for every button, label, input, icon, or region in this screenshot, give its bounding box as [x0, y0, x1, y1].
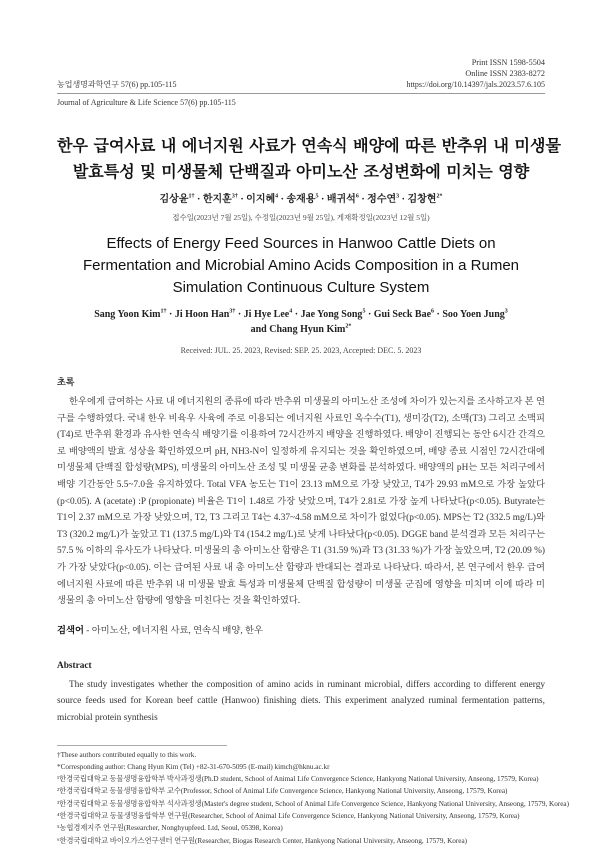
author-name: Sang Yoon Kim: [94, 309, 161, 320]
author-sup: 3: [396, 193, 400, 200]
footnote-rule: [57, 745, 227, 746]
author-separator: ·: [292, 309, 301, 320]
author-name: 송재용: [286, 194, 316, 205]
author-sup: 4: [289, 308, 293, 315]
last-author: [57, 322, 545, 337]
korean-dates: 접수일(2023년 7월 25일), 수정일(2023년 9월 25일), 게재확정일(2023년 12월 5일): [172, 213, 430, 222]
footnote: ⁵농협경제지주 연구원(Researcher, Nonghyupfeed. Ltd, Seoul, 05398, Korea): [57, 824, 283, 833]
issn-block: [57, 57, 545, 79]
korean-abstract-body: 한우에게 급여하는 사료 내 에너지원의 종류에 따라 반추위 미생물의 아미노산 조성에 차이가 있는지를 조사하고자 본 연구를 수행하였다. 국내 한우 비육우 사육에 주로 이용되는 에너지원 사료인 옥수수(T1), 생미강(T2), 소맥(T3) 그리고 소맥피(T4)로 반추위 환경과 유사한 연속식 배양기를 이용하여 72시간까지 배양을 진행하였다. 배양이 진행되는 동안 6시간 간격으로 배양액의 발효 성상을 확인하였으며 pH, NH3-N이 일정하게 유지되는 것을 확인하였으며, 배양 종료 시점인 72시간대에 미생물체 단백질 합성량(MPS), 미생물의 아미노산 조성 및 미생물 균총 변화를 분석하였다. 배양액의 pH는 모든 처리구에서 배양 기간동안 5.5~7.0을 유지하였다. Total VFA 농도는 T1이 23.13 mM으로 가장 낮았고, T4가 29.93 mM으로 가장 높았다(p<0.05). A (acetate) :P (propionate) 비율은 T1이 1.48로 가장 낮았으며, T4가 2.81로 가장 높게 나타났다(p<0.05). Butyrate는 T1이 2.37 mM으로 가장 낮았으며, T2, T3 그리고 T4는 4.37~4.58 mM으로 차이가 없었다(p<0.05). MPS는 T2 (332.5 mg/L)와 T3 (320.2 mg/L)가 높았고 T1 (137.5 mg/L)와 T4 (154.2 mg/L)로 낮게 나타났다(p<0.05). DGGE band 분석결과 모든 처리구는 57.5 % 이하의 유사도가 나타났다. 미생물의 총 아미노산 함량은 T1 (31.59 %)과 T3 (31.33 %)가 가장 높았으며, T2 (20.09 %)가 가장 낮았다(p<0.05). 이는 급여된 사료 내 총 아미노산 함량과 반대되는 결과로 나타났다. 따라서, 본 연구에서 한우 급여 에너지원 사료에 따른 반추위 내 미생물 발효 특성과 미생물체 단백질 합성량이 미생물 군집에 영향을 미치며 이에 따라 미생물의 총 아미노산 함량에 영향을 미친다는 것을 확인하였다.: [57, 397, 545, 607]
author-sup: 2*: [436, 193, 443, 200]
english-title-line: Effects of Energy Feed Sources in Hanwoo Cattle Diets on: [106, 235, 496, 252]
footnote: ³한경국립대학교 동물생명융합학부 석사과정생(Master's degree student, School of Animal Life Convergence Science, Hankyong National University, Anseong, 17579, Korea): [57, 799, 569, 808]
author-sup: 5: [362, 308, 366, 315]
abstract-body: The study investigates whether the composition of amino acids in ruminant microbial, differs according to different energy source feeds used for Korean beef cattle (Hanwoo) finishing diets. This experiment analyzed ruminal fermentation patterns, microbial protein synthesis: [57, 679, 545, 723]
author-separator: ·: [434, 309, 443, 320]
keywords-label: 검색어: [57, 625, 84, 636]
author-sup: 2*: [345, 323, 352, 330]
footnotes: [57, 749, 569, 847]
footnote: ⁴한경국립대학교 동물생명융합학부 연구원(Researcher, School of Animal Life Convergence Science, Hankyong National University, Anseong, 17579, Korea): [57, 811, 520, 820]
author-name: 김상윤: [159, 194, 189, 205]
last-author-name: and Chang Hyun Kim: [250, 324, 346, 335]
author-sup: 3†: [231, 193, 238, 200]
header-rule: [57, 93, 545, 94]
english-title-line: Simulation Continuous Culture System: [172, 279, 430, 296]
footnote: ²한경국립대학교 동물생명융합학부 교수(Professor, School of Animal Life Convergence Science, Hankyong National University, Anseong, 17579, Korea): [57, 787, 508, 796]
author-name: 한지훈: [202, 194, 232, 205]
english-authors: [57, 307, 545, 337]
author-name: 배귀석: [326, 194, 356, 205]
author-sup: 6: [431, 308, 435, 315]
keywords: [57, 624, 545, 638]
author-separator: ·: [278, 194, 287, 205]
author-separator: ·: [237, 194, 247, 205]
author-separator: ·: [318, 194, 327, 205]
author-name: Gui Seck Bae: [373, 309, 432, 320]
author-name: Soo Yoen Jung: [442, 309, 505, 320]
footnote: *Corresponding author: Chang Hyun Kim (Tel) +82-31-670-5095 (E-mail) kimch@hknu.ac.kr: [57, 762, 330, 771]
author-sup: 3: [504, 308, 508, 315]
author-sup: 1†: [188, 193, 195, 200]
author-name: Jae Yong Song: [300, 309, 363, 320]
author-separator: ·: [399, 194, 408, 205]
author-sup: 6: [355, 193, 359, 200]
english-title-line: Fermentation and Microbial Amino Acids Composition in a Rumen: [82, 257, 520, 274]
author-separator: ·: [166, 309, 175, 320]
english-journal-ref: Journal of Agriculture & Life Science 57(6) pp.105-115: [57, 98, 236, 107]
korean-title-line: 발효특성 및 미생물체 단백질과 아미노산 조성변화에 미치는 영향: [72, 162, 530, 181]
received-dates: Received: JUL. 25. 2023, Revised: SEP. 25. 2023, Accepted: DEC. 5. 2023: [180, 346, 422, 355]
footnote: †These authors contributed equally to this work.: [57, 750, 197, 759]
english-author-list: [57, 307, 545, 322]
author-sup: 3†: [229, 308, 236, 315]
abstract-heading: Abstract: [57, 660, 92, 671]
author-sup: 4: [275, 193, 279, 200]
korean-journal-ref: 농업생명과학연구 57(6) pp.105-115: [57, 80, 177, 89]
author-separator: ·: [358, 194, 368, 205]
korean-title: [57, 133, 561, 185]
online-issn: Online ISSN 2383-8272: [465, 69, 545, 78]
footnote: ¹한경국립대학교 동물생명융합학부 박사과정생(Ph.D student, School of Animal Life Convergence Science, Hankyong National University, Anseong, 17579, Korea): [57, 775, 539, 784]
english-title: [57, 233, 545, 299]
doi-link[interactable]: https://doi.org/10.14397/jals.2023.57.6.105: [406, 80, 545, 89]
author-separator: ·: [365, 309, 374, 320]
author-name: 이지혜: [246, 194, 276, 205]
korean-title-line: 한우 급여사료 내 에너지원 사료가 연속식 배양에 따른 반추위 내 미생물: [57, 136, 561, 155]
author-separator: ·: [194, 194, 203, 205]
author-sup: 1†: [160, 308, 167, 315]
korean-authors: [57, 193, 545, 207]
author-name: 정수연: [367, 194, 397, 205]
author-name: Ji Hoon Han: [174, 309, 230, 320]
korean-abstract-heading: 초록: [57, 377, 75, 387]
header-row: [57, 79, 545, 90]
keywords-list: - 아미노산, 에너지원 사료, 연속식 배양, 한우: [83, 625, 263, 636]
author-sup: 5: [315, 193, 319, 200]
author-name: Ji Hye Lee: [243, 309, 290, 320]
author-name: 김창현: [407, 194, 437, 205]
print-issn: Print ISSN 1598-5504: [471, 58, 545, 67]
footnote: ⁶한경국립대학교 바이오가스연구센터 연구원(Researcher, Biogas Research Center, Hankyong National University, Anseong, 17579, Korea): [57, 836, 468, 845]
author-separator: ·: [235, 309, 244, 320]
